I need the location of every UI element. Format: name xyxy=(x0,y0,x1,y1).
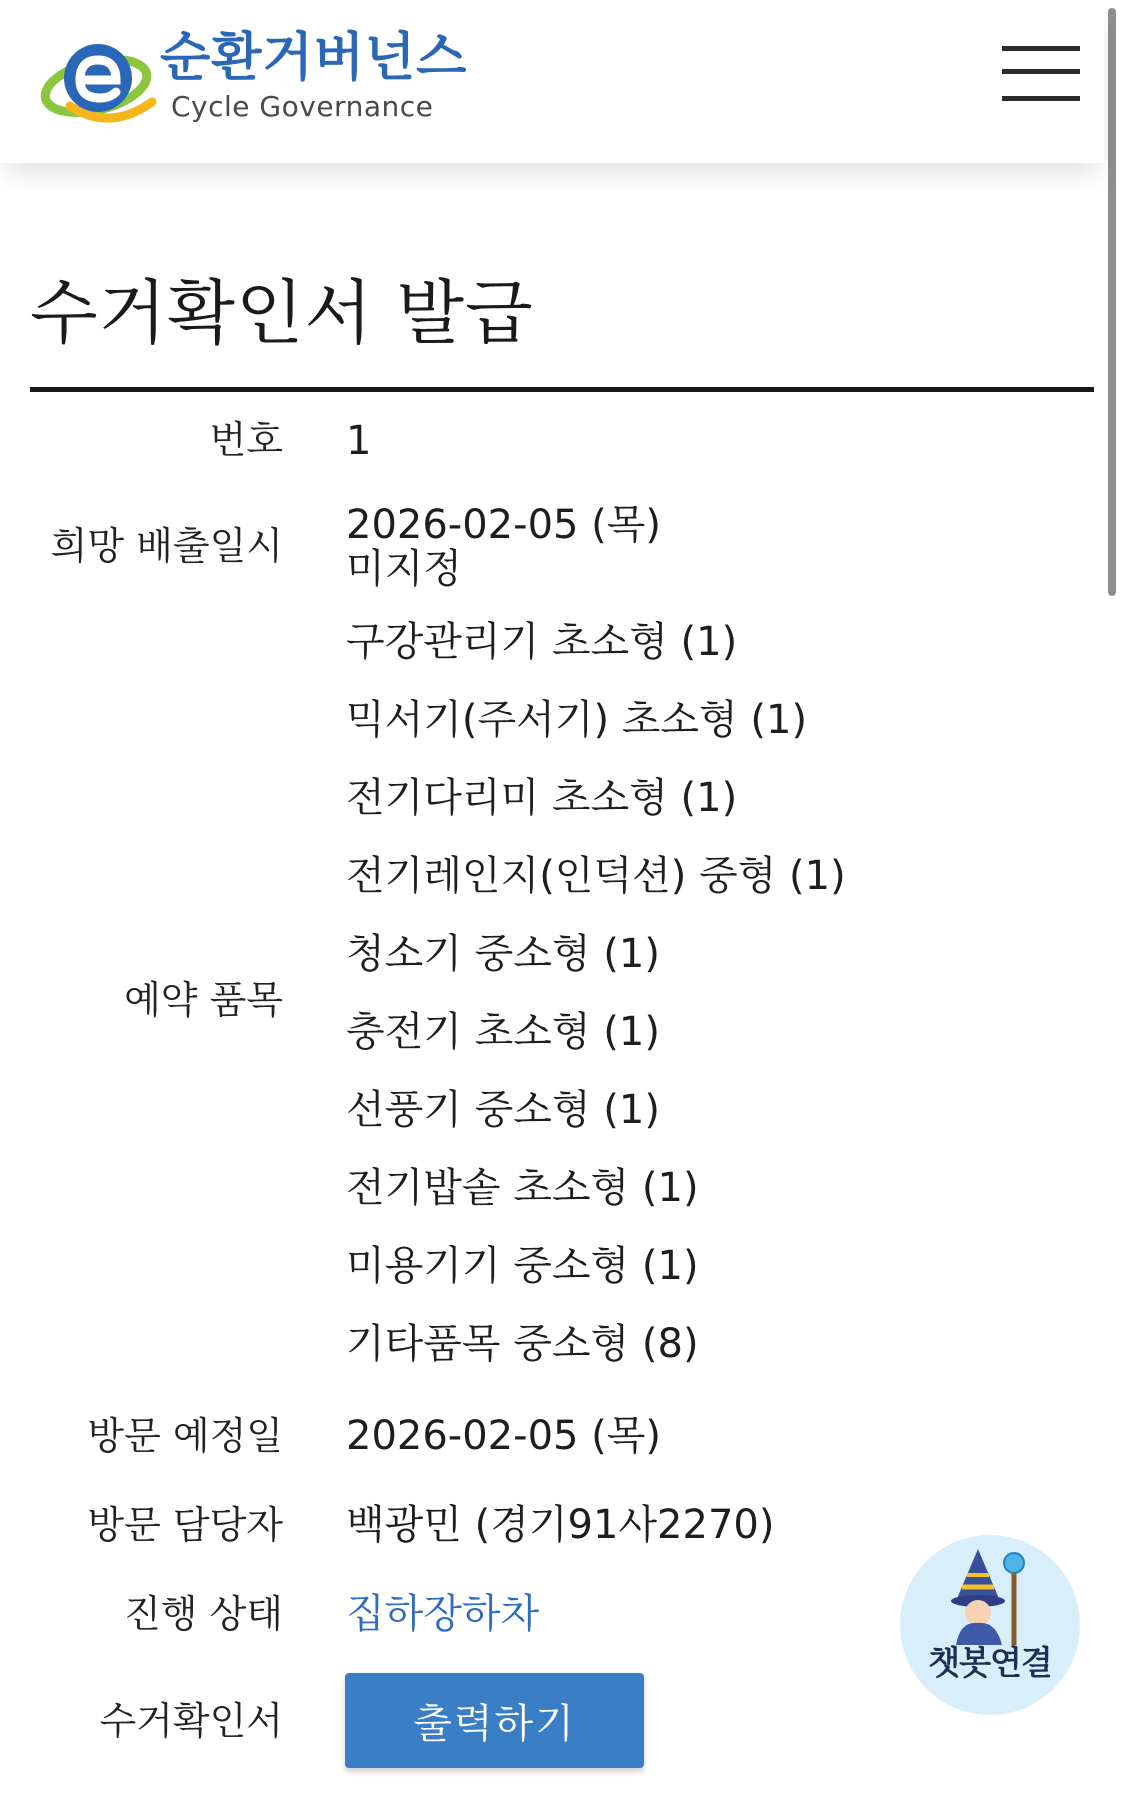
list-item: 기타품목 중소형 (8) xyxy=(346,1321,699,1367)
list-item: 전기밥솥 초소형 (1) xyxy=(346,1165,699,1211)
list-item: 청소기 중소형 (1) xyxy=(346,931,660,977)
visit-date-value: 2026-02-05 (목) xyxy=(346,1413,662,1459)
desired-date-value: 2026-02-05 (목) xyxy=(346,502,662,548)
certificate-label: 수거확인서 xyxy=(99,1699,283,1743)
desired-time-value: 미지정 xyxy=(346,546,462,592)
chatbot-label: 챗봇연결 xyxy=(928,1643,1052,1682)
menu-bar xyxy=(1002,69,1080,74)
number-label: 번호 xyxy=(209,418,283,462)
number-value: 1 xyxy=(346,418,372,464)
chatbot-button[interactable] xyxy=(900,1535,1080,1715)
page-title: 수거확인서 발급 xyxy=(30,272,534,354)
list-item: 충전기 초소형 (1) xyxy=(346,1009,660,1055)
desired-date-label: 희망 배출일시 xyxy=(50,524,283,568)
site-header xyxy=(0,0,1104,163)
e-globe-logo-icon xyxy=(40,36,168,128)
logo-subtitle: Cycle Governance xyxy=(171,90,434,123)
list-item: 믹서기(주서기) 초소형 (1) xyxy=(346,697,808,743)
title-divider xyxy=(30,387,1094,392)
visitor-label: 방문 담당자 xyxy=(87,1503,283,1547)
site-logo[interactable] xyxy=(40,28,468,130)
list-item: 전기다리미 초소형 (1) xyxy=(346,775,738,821)
logo-name: 순환거버넌스 xyxy=(160,28,468,88)
visit-date-label: 방문 예정일 xyxy=(87,1414,283,1458)
visitor-value: 백광민 (경기91사2270) xyxy=(346,1502,775,1548)
print-button[interactable]: 출력하기 xyxy=(345,1673,644,1768)
list-item: 선풍기 중소형 (1) xyxy=(346,1087,660,1133)
list-item: 미용기기 중소형 (1) xyxy=(346,1243,699,1289)
list-item: 전기레인지(인덕션) 중형 (1) xyxy=(346,853,846,899)
status-label: 진행 상태 xyxy=(124,1592,283,1636)
wizard-mascot-icon xyxy=(948,1545,1034,1649)
scrollbar-thumb[interactable] xyxy=(1108,8,1116,596)
hamburger-menu-icon[interactable] xyxy=(998,42,1082,108)
items-label: 예약 품목 xyxy=(124,978,283,1022)
status-value[interactable]: 집하장하차 xyxy=(346,1591,540,1637)
menu-bar xyxy=(1002,96,1080,101)
menu-bar xyxy=(1002,46,1080,51)
items-list xyxy=(346,619,846,1399)
list-item: 구강관리기 초소형 (1) xyxy=(346,619,738,665)
